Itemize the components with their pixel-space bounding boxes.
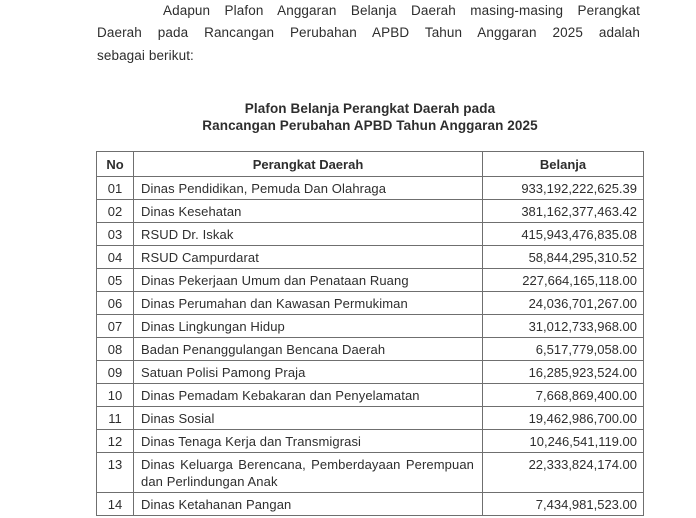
table-row [97,338,644,361]
budget-amount-cell: 227,664,165,118.00 [483,269,644,292]
row-number-cell: 01 [97,177,134,200]
budget-amount-cell: 22,333,824,174.00 [483,453,644,493]
table-row [97,223,644,246]
budget-amount-cell: 58,844,295,310.52 [483,246,644,269]
table-row [97,430,644,453]
table-row [97,361,644,384]
department-name-cell: Badan Penanggulangan Bencana Daerah [134,338,483,361]
department-name-cell: Dinas Keluarga Berencana, Pemberdayaan Perempuan dan Perlindungan Anak [134,453,483,493]
budget-amount-cell: 381,162,377,463.42 [483,200,644,223]
department-name-cell: Dinas Kesehatan [134,200,483,223]
department-name-cell: Dinas Tenaga Kerja dan Transmigrasi [134,430,483,453]
intro-paragraph [97,0,640,67]
budget-amount-cell: 31,012,733,968.00 [483,315,644,338]
header-cell-no: No [97,152,134,177]
budget-amount-cell: 7,434,981,523.00 [483,493,644,516]
budget-amount-cell: 6,517,779,058.00 [483,338,644,361]
table-row [97,269,644,292]
table-row [97,407,644,430]
department-name-cell: RSUD Campurdarat [134,246,483,269]
department-name-cell: Dinas Pemadam Kebakaran dan Penyelamatan [134,384,483,407]
department-name-cell: Satuan Polisi Pamong Praja [134,361,483,384]
budget-amount-cell: 7,668,869,400.00 [483,384,644,407]
intro-paragraph-line: sebagai berikut: [97,47,194,63]
department-name-cell: Dinas Pekerjaan Umum dan Penataan Ruang [134,269,483,292]
header-cell-belanja: Belanja [483,152,644,177]
table-row [97,315,644,338]
table-title [97,100,643,134]
budget-amount-cell: 933,192,222,625.39 [483,177,644,200]
row-number-cell: 02 [97,200,134,223]
department-name-cell: Dinas Lingkungan Hidup [134,315,483,338]
department-name-cell: Dinas Ketahanan Pangan [134,493,483,516]
budget-amount-cell: 415,943,476,835.08 [483,223,644,246]
row-number-cell: 10 [97,384,134,407]
table-row [97,292,644,315]
budget-amount-cell: 19,462,986,700.00 [483,407,644,430]
row-number-cell: 13 [97,453,134,493]
row-number-cell: 12 [97,430,134,453]
intro-paragraph-line: Daerah pada Rancangan Perubahan APBD Tahun Anggaran 2025 adalah [97,25,640,41]
intro-paragraph-line: Adapun Plafon Anggaran Belanja Daerah masing-masing Perangkat [163,3,640,18]
table-row [97,246,644,269]
budget-amount-cell: 10,246,541,119.00 [483,430,644,453]
row-number-cell: 06 [97,292,134,315]
table-title-line2: Rancangan Perubahan APBD Tahun Anggaran 2025 [202,118,538,133]
department-name-cell: Dinas Perumahan dan Kawasan Permukiman [134,292,483,315]
row-number-cell: 05 [97,269,134,292]
department-name-cell: Dinas Sosial [134,407,483,430]
table-row [97,177,644,200]
table-row [97,200,644,223]
row-number-cell: 11 [97,407,134,430]
header-cell-perangkat-daerah: Perangkat Daerah [134,152,483,177]
table-row [97,384,644,407]
row-number-cell: 09 [97,361,134,384]
budget-table-container [96,151,644,516]
budget-amount-cell: 16,285,923,524.00 [483,361,644,384]
row-number-cell: 08 [97,338,134,361]
budget-table [96,151,644,516]
row-number-cell: 03 [97,223,134,246]
table-row [97,453,644,493]
row-number-cell: 14 [97,493,134,516]
department-name-cell: RSUD Dr. Iskak [134,223,483,246]
table-header-row [97,152,644,177]
table-row [97,493,644,516]
table-body [97,177,644,516]
table-title-line1: Plafon Belanja Perangkat Daerah pada [244,101,496,116]
row-number-cell: 07 [97,315,134,338]
department-name-cell: Dinas Pendidikan, Pemuda Dan Olahraga [134,177,483,200]
budget-amount-cell: 24,036,701,267.00 [483,292,644,315]
row-number-cell: 04 [97,246,134,269]
